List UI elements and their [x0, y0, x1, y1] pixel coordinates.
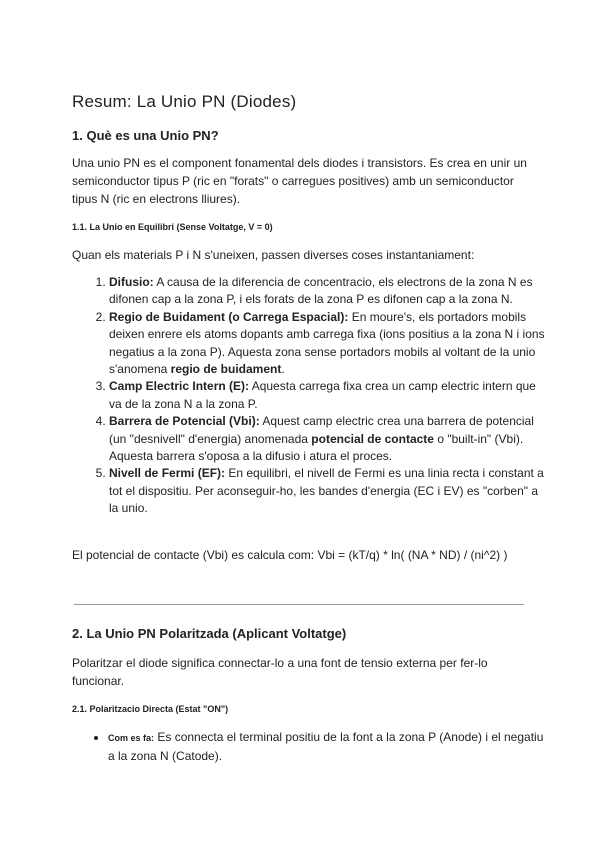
list-item-text-end: o "built-in" (Vbi). Aquesta barrera s'oposa a la difusio i atura el proces. [109, 431, 524, 464]
section-2-heading: 2. La Unio PN Polaritzada (Aplicant Voltatge) [72, 626, 347, 641]
list-item-term: Camp Electric Intern (E): [109, 379, 250, 394]
list-item-term: Regio de Buidament (o Carrega Espacial): [109, 309, 349, 324]
section-1-intro: Una unio PN es el component fonamental dels diodes i transistors. Es crea en unir un semiconductor tipus P (ric en "forats" o carregues positives) amb un semiconductor tipus N (ric en electrons lliures). [72, 156, 527, 206]
forward-bias-list [92, 728, 548, 765]
list-item [108, 728, 548, 765]
list-item [109, 378, 549, 413]
list-item-term: Difusio: [109, 275, 154, 289]
section-2-intro: Polaritzar el diode significa connectar-lo a una font de tensio externa per fer-lo funcionar. [72, 656, 488, 688]
list-item [109, 413, 549, 465]
list-item [109, 465, 549, 517]
subsection-2-1-heading: 2.1. Polaritzacio Directa (Estat "ON") [72, 704, 229, 714]
document-title: Resum: La Unio PN (Diodes) [72, 92, 297, 111]
subsection-1-1-lead: Quan els materials P i N s'uneixen, passen diverses coses instantaniament: [72, 248, 475, 262]
list-item-text: Aquesta carrega fixa crea un camp electric intern que va de la zona N a la zona P. [109, 379, 536, 411]
list-item-text: A causa de la diferencia de concentracio, els electrons de la zona N es difonen cap a la zona P, i els forats de la zona P es difonen cap a la zona N. [109, 275, 533, 307]
subsection-1-1-heading: 1.1. La Unio en Equilibri (Sense Voltatge, V = 0) [72, 222, 273, 232]
section-divider [74, 604, 524, 605]
section-1-heading: 1. Què es una Unio PN? [72, 128, 219, 143]
list-item-text: En moure's, els portadors mobils deixen enrere els atoms dopants amb carrega fixa (ions positius a la zona N i ions negatius a la zona P). Aquesta zona sense portadors mobils al voltant de la unio s'anomena [109, 309, 545, 377]
list-item-emphasis: regio de buidament [170, 362, 282, 377]
list-item-text: Es connecta el terminal positiu de la font a la zona P (Anode) i el negatiu a la zona N (Catode). [108, 730, 544, 763]
contact-potential-formula: El potencial de contacte (Vbi) es calcula com: Vbi = (kT/q) * ln( (NA * ND) / (ni^2) ) [72, 548, 508, 562]
list-item-term: Barrera de Potencial (Vbi): [109, 414, 260, 429]
list-item-term: Com es fa: [108, 733, 155, 743]
list-item-text: Aquest camp electric crea una barrera de potencial (un "desnivell" d'energia) anomenada [109, 414, 534, 446]
list-item-term: Nivell de Fermi (EF): [109, 466, 226, 481]
list-item-text-end: . [281, 362, 285, 377]
equilibrium-list [92, 274, 549, 518]
list-item-emphasis: potencial de contacte [311, 431, 434, 446]
list-item [109, 274, 549, 309]
list-item [109, 309, 549, 379]
list-item-text: En equilibri, el nivell de Fermi es una linia recta i constant a tot el dispositiu. Per aconseguir-ho, les bandes d'energia (EC i EV) es "corben" a la unio. [109, 466, 544, 516]
